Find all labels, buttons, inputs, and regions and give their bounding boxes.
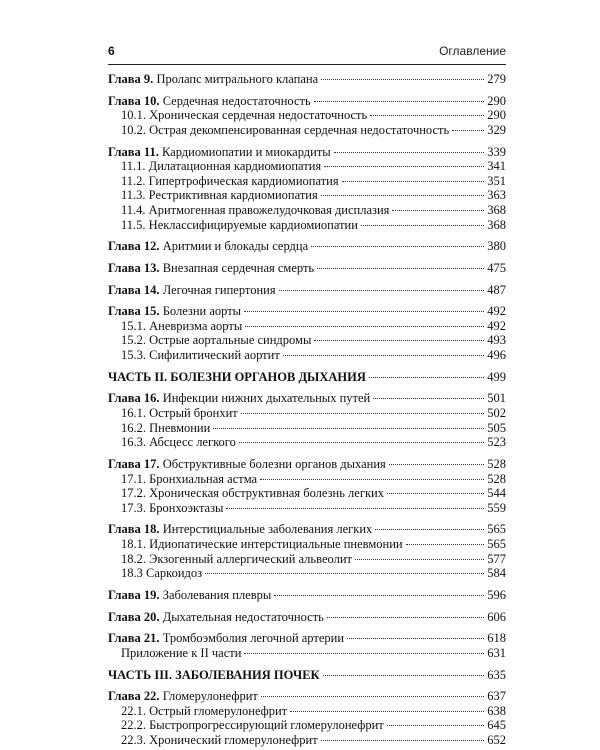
toc-chapter-group: [108, 72, 506, 87]
toc-entry-title: [108, 457, 386, 472]
toc-entry-title: [108, 391, 370, 406]
dot-leader: [373, 398, 484, 399]
toc-page-number: 584: [487, 566, 506, 581]
toc-chapter-entry[interactable]: [108, 457, 506, 472]
toc-entry-title: 11.4. Аритмогенная правожелудочковая дисплазия: [121, 202, 390, 217]
dot-leader: [283, 355, 484, 356]
dot-leader: [387, 725, 485, 726]
toc-entry-title: 22.2. Быстропрогрессирующий гломерулонефрит: [121, 718, 384, 733]
toc-page-number: 523: [487, 435, 506, 450]
toc-section-entry[interactable]: [108, 486, 506, 501]
dot-leader: [274, 595, 484, 596]
toc-chapter-entry[interactable]: [108, 391, 506, 406]
toc-page-number: 329: [487, 122, 506, 137]
running-title: Оглавление: [439, 44, 506, 58]
chapter-title: Обструктивные болезни органов дыхания: [162, 456, 386, 471]
toc-page-number: 528: [487, 456, 506, 471]
toc-page-number: 496: [487, 348, 506, 363]
toc-chapter-entry[interactable]: [108, 261, 506, 276]
dot-leader: [244, 653, 484, 654]
chapter-label: Глава 19.: [108, 587, 160, 602]
toc-section-entry[interactable]: [108, 333, 506, 348]
toc-entry-title: [108, 239, 308, 254]
chapter-label: Глава 14.: [108, 282, 160, 297]
dot-leader: [226, 508, 484, 509]
toc-page-number: 606: [487, 609, 506, 624]
toc-chapter-entry[interactable]: [108, 689, 506, 704]
dot-leader: [205, 573, 484, 574]
chapter-label: Глава 11.: [108, 144, 159, 159]
dot-leader: [324, 166, 484, 167]
chapter-label: Глава 12.: [108, 239, 160, 254]
toc-chapter-entry[interactable]: [108, 94, 506, 109]
chapter-title: Инфекции нижних дыхательных путей: [162, 391, 371, 406]
dot-leader: [239, 442, 484, 443]
toc-section-entry[interactable]: [108, 348, 506, 363]
toc-entry-title: 16.2. Пневмонии: [121, 420, 211, 435]
toc-page-number: 565: [487, 522, 506, 537]
toc-chapter-group: [108, 94, 506, 138]
dot-leader: [387, 493, 484, 494]
chapter-title: Болезни аорты: [162, 304, 242, 319]
chapter-title: Аритмии и блокады сердца: [162, 239, 309, 254]
chapter-title: Гломерулонефрит: [162, 689, 258, 704]
toc-section-entry[interactable]: [108, 421, 506, 436]
chapter-title: Внезапная сердечная смерть: [162, 260, 315, 275]
dot-leader: [369, 377, 484, 378]
toc-section-entry[interactable]: [108, 646, 506, 661]
toc-page-number: 341: [487, 159, 506, 174]
toc-page-number: 596: [487, 587, 506, 602]
toc-page-number: 544: [487, 486, 506, 501]
toc-entry-title: [108, 261, 314, 276]
toc-chapter-entry[interactable]: [108, 631, 506, 646]
toc-page-number: 631: [487, 645, 506, 660]
dot-leader: [334, 152, 485, 153]
toc-entry-title: 16.3. Абсцесс легкого: [121, 435, 236, 450]
page-number: 6: [108, 44, 115, 58]
toc-entry-title: 18.1. Идиопатические интерстициальные пневмонии: [121, 536, 403, 551]
toc-chapter-entry[interactable]: [108, 588, 506, 603]
toc-chapter-entry[interactable]: [108, 239, 506, 254]
toc-part-group: [108, 370, 506, 385]
chapter-label: Глава 17.: [108, 456, 160, 471]
toc-page-number: 290: [487, 93, 506, 108]
toc-entry-title: [108, 689, 258, 704]
toc-page-number: 502: [487, 406, 506, 421]
toc-page-number: 505: [487, 420, 506, 435]
chapter-title: Дыхательная недостаточность: [162, 609, 324, 624]
header-rule: [108, 64, 506, 65]
toc-chapter-group: [108, 261, 506, 276]
dot-leader: [314, 101, 485, 102]
toc-page-number: 475: [487, 260, 506, 275]
dot-leader: [279, 290, 485, 291]
toc-page-number: 501: [487, 391, 506, 406]
toc-page-number: 493: [487, 333, 506, 348]
toc-section-entry[interactable]: [108, 733, 506, 748]
toc-chapter-entry[interactable]: [108, 610, 506, 625]
chapter-title: Интерстициальные заболевания легких: [162, 522, 373, 537]
dot-leader: [245, 326, 484, 327]
chapter-title: Легочная гипертония: [162, 282, 276, 297]
dot-leader: [327, 617, 484, 618]
toc-page-number: 487: [487, 282, 506, 297]
dot-leader: [321, 79, 484, 80]
toc-entry-title: 18.3 Саркоидоз: [121, 566, 203, 581]
dot-leader: [392, 210, 484, 211]
toc-page-number: 618: [487, 631, 506, 646]
toc-entry-title: [108, 588, 271, 603]
toc-entry-title: 10.1. Хроническая сердечная недостаточность: [121, 108, 368, 123]
toc-page-number: 638: [487, 703, 506, 718]
toc-entry-title: 22.1. Острый гломерулонефрит: [121, 703, 288, 718]
toc-section-entry[interactable]: [108, 319, 506, 334]
chapter-label: Глава 22.: [108, 689, 160, 704]
dot-leader: [375, 529, 484, 530]
toc-entry-title: ЧАСТЬ II. БОЛЕЗНИ ОРГАНОВ ДЫХАНИЯ: [108, 369, 366, 384]
toc-chapter-group: [108, 304, 506, 362]
dot-leader: [452, 130, 484, 131]
toc-page-number: 492: [487, 304, 506, 319]
toc-section-entry[interactable]: [108, 566, 506, 581]
toc-section-entry[interactable]: [108, 552, 506, 567]
toc-page-number: 279: [487, 72, 506, 86]
dot-leader: [317, 268, 484, 269]
toc-entry-title: [108, 283, 276, 298]
toc-entry-title: 15.3. Сифилитический аортит: [121, 348, 280, 363]
dot-leader: [321, 740, 485, 741]
toc-entry-title: 15.1. Аневризма аорты: [121, 318, 243, 333]
dot-leader: [370, 115, 484, 116]
toc-entry-title: 18.2. Экзогенный аллергический альвеолит: [121, 551, 352, 566]
toc-page-number: 499: [487, 369, 506, 384]
toc-section-entry[interactable]: [108, 203, 506, 218]
dot-leader: [361, 225, 484, 226]
table-of-contents: [108, 72, 506, 748]
chapter-title: Кардиомиопатии и миокардиты: [162, 144, 331, 159]
chapter-title: Пролапс митрального клапана: [156, 72, 319, 86]
toc-entry-title: [108, 72, 318, 87]
chapter-label: Глава 18.: [108, 522, 160, 537]
toc-entry-title: 11.3. Рестриктивная кардиомиопатия: [121, 188, 318, 203]
toc-entry-title: [108, 610, 324, 625]
toc-section-entry[interactable]: [108, 218, 506, 233]
toc-entry-title: 17.1. Бронхиальная астма: [121, 471, 258, 486]
toc-entry-title: [108, 145, 331, 160]
dot-leader: [213, 428, 484, 429]
chapter-label: Глава 13.: [108, 260, 160, 275]
toc-entry-title: 11.5. Неклассифицируемые кардиомиопатии: [121, 217, 358, 232]
toc-section-entry[interactable]: [108, 472, 506, 487]
dot-leader: [347, 638, 484, 639]
dot-leader: [244, 311, 484, 312]
chapter-label: Глава 15.: [108, 304, 160, 319]
toc-chapter-entry[interactable]: [108, 304, 506, 319]
chapter-label: Глава 10.: [108, 93, 160, 108]
toc-page-number: 339: [487, 144, 506, 159]
dot-leader: [290, 711, 484, 712]
chapter-label: Глава 9.: [108, 72, 154, 86]
toc-section-entry[interactable]: [108, 435, 506, 450]
toc-page-number: 290: [487, 108, 506, 123]
toc-entry-title: [108, 304, 241, 319]
toc-page-number: 351: [487, 173, 506, 188]
toc-entry-title: 17.3. Бронхоэктазы: [121, 500, 224, 515]
toc-chapter-group: [108, 391, 506, 449]
toc-entry-title: 17.2. Хроническая обструктивная болезнь легких: [121, 486, 384, 501]
toc-page-number: 645: [487, 718, 506, 733]
toc-page-number: 528: [487, 471, 506, 486]
dot-leader: [241, 413, 485, 414]
toc-section-entry[interactable]: [108, 159, 506, 174]
toc-section-entry[interactable]: [108, 501, 506, 516]
dot-leader: [261, 696, 484, 697]
toc-entry-title: 16.1. Острый бронхит: [121, 406, 238, 421]
dot-leader: [311, 246, 484, 247]
toc-page-number: 577: [487, 551, 506, 566]
chapter-title: Тромбоэмболия легочной артерии: [162, 631, 345, 646]
toc-entry-title: 15.2. Острые аортальные синдромы: [121, 333, 312, 348]
toc-entry-title: [108, 631, 344, 646]
toc-page-number: 492: [487, 318, 506, 333]
toc-page-number: 368: [487, 217, 506, 232]
dot-leader: [342, 181, 485, 182]
dot-leader: [321, 195, 485, 196]
toc-page-number: 368: [487, 202, 506, 217]
toc-chapter-entry[interactable]: [108, 283, 506, 298]
toc-chapter-group: [108, 283, 506, 298]
toc-page-number: 637: [487, 689, 506, 704]
toc-section-entry[interactable]: [108, 123, 506, 138]
toc-page-number: 652: [487, 732, 506, 747]
dot-leader: [389, 464, 484, 465]
toc-chapter-entry[interactable]: [108, 145, 506, 160]
dot-leader: [406, 544, 485, 545]
toc-entry-title: 11.1. Дилатационная кардиомиопатия: [121, 159, 322, 174]
toc-chapter-group: [108, 631, 506, 660]
toc-entry-title: [108, 94, 311, 109]
toc-chapter-entry[interactable]: [108, 522, 506, 537]
chapter-title: Заболевания плевры: [162, 587, 272, 602]
toc-section-entry[interactable]: [108, 718, 506, 733]
toc-page-number: 559: [487, 500, 506, 515]
toc-part-group: [108, 668, 506, 683]
toc-entry-title: 22.3. Хронический гломерулонефрит: [121, 732, 318, 747]
chapter-label: Глава 16.: [108, 391, 160, 406]
toc-section-entry[interactable]: [108, 108, 506, 123]
toc-chapter-entry[interactable]: [108, 72, 506, 87]
toc-section-entry[interactable]: [108, 188, 506, 203]
toc-chapter-group: [108, 239, 506, 254]
toc-page-number: 565: [487, 536, 506, 551]
chapter-label: Глава 20.: [108, 609, 160, 624]
dot-leader: [355, 559, 484, 560]
toc-entry-title: 10.2. Острая декомпенсированная сердечная недостаточность: [121, 122, 450, 137]
toc-section-entry[interactable]: [108, 174, 506, 189]
toc-chapter-group: [108, 588, 506, 603]
dot-leader: [314, 340, 484, 341]
toc-page-number: 635: [487, 667, 506, 682]
toc-page-number: 363: [487, 188, 506, 203]
toc-chapter-group: [108, 145, 506, 233]
dot-leader: [323, 675, 485, 676]
toc-section-entry[interactable]: [108, 704, 506, 719]
chapter-label: Глава 21.: [108, 631, 160, 646]
toc-entry-title: ЧАСТЬ III. ЗАБОЛЕВАНИЯ ПОЧЕК: [108, 667, 320, 682]
toc-part-entry[interactable]: [108, 370, 506, 385]
toc-chapter-group: [108, 457, 506, 515]
toc-entry-title: 11.2. Гипертрофическая кардиомиопатия: [121, 173, 339, 188]
chapter-title: Сердечная недостаточность: [162, 93, 311, 108]
toc-chapter-group: [108, 610, 506, 625]
toc-page-number: 380: [487, 239, 506, 254]
toc-part-entry[interactable]: [108, 668, 506, 683]
toc-section-entry[interactable]: [108, 537, 506, 552]
dot-leader: [260, 479, 484, 480]
toc-chapter-group: [108, 689, 506, 747]
toc-entry-title: Приложение к II части: [121, 645, 242, 660]
toc-entry-title: [108, 522, 372, 537]
toc-section-entry[interactable]: [108, 406, 506, 421]
toc-chapter-group: [108, 522, 506, 580]
running-header: [108, 44, 506, 62]
